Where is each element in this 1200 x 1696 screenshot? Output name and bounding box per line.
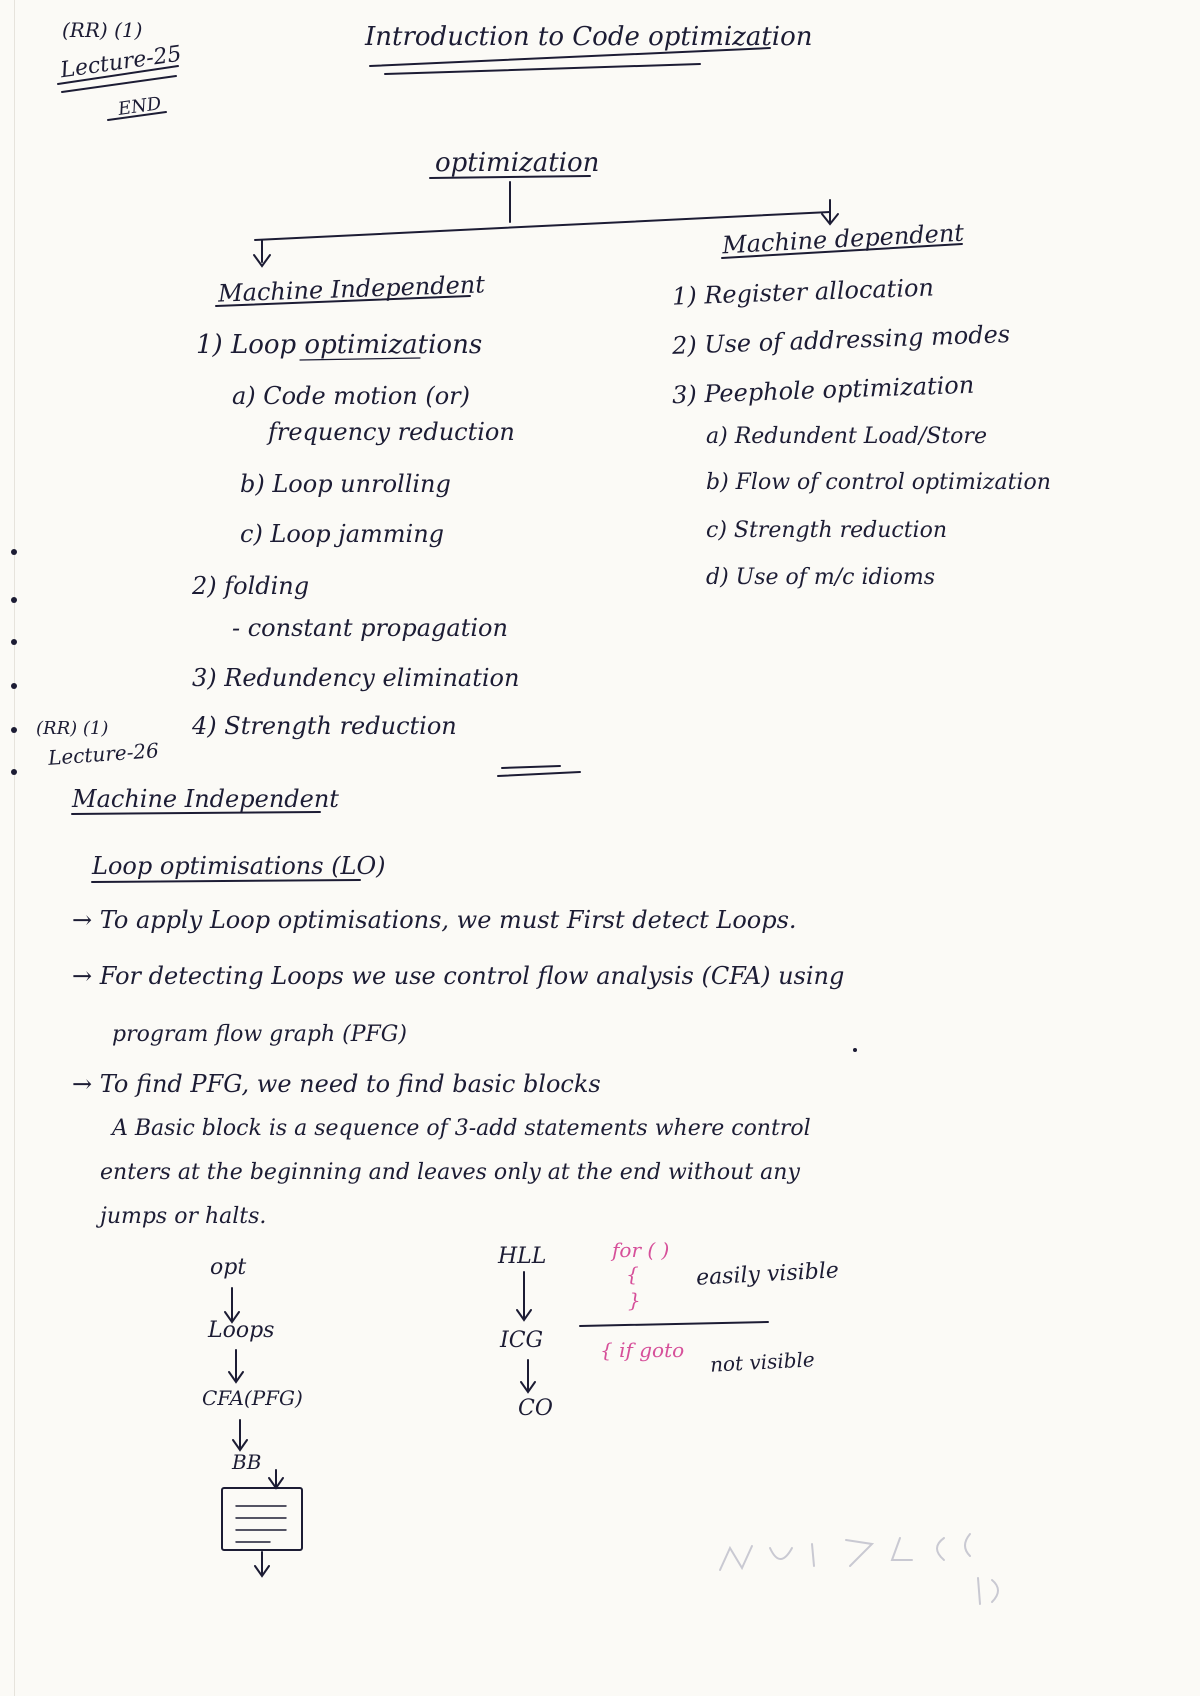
left-item-1a: a) Code motion (or) bbox=[232, 382, 471, 410]
left-item-4: 4) Strength reduction bbox=[192, 712, 457, 740]
if-goto-note: { if goto bbox=[600, 1338, 685, 1362]
right-item-3c: c) Strength reduction bbox=[706, 518, 948, 543]
flow-left-1: opt bbox=[210, 1255, 247, 1280]
para-line-5: A Basic block is a sequence of 3-add statements where control bbox=[112, 1116, 811, 1141]
flow-right-3: CO bbox=[518, 1396, 553, 1421]
for-note: for ( ) bbox=[612, 1238, 670, 1262]
corner-tag-mid: (RR) (1) bbox=[36, 718, 109, 739]
para-line-1: → To apply Loop optimisations, we must First detect Loops. bbox=[72, 906, 797, 934]
para-line-6: enters at the beginning and leaves only at the end without any bbox=[100, 1160, 800, 1185]
right-item-2: 2) Use of addressing modes bbox=[671, 320, 1011, 360]
right-heading: Machine dependent bbox=[721, 218, 965, 260]
right-item-3: 3) Peephole optimization bbox=[671, 370, 975, 410]
tree-root: optimization bbox=[435, 148, 600, 178]
para-line-3: program flow graph (PFG) bbox=[112, 1022, 407, 1047]
right-item-3d: d) Use of m/c idioms bbox=[706, 565, 936, 590]
right-item-3a: a) Redundent Load/Store bbox=[706, 424, 987, 449]
para-line-2: → For detecting Loops we use control flow analysis (CFA) using bbox=[72, 962, 845, 990]
right-item-1: 1) Register allocation bbox=[671, 273, 935, 311]
section-heading: Machine Independent bbox=[72, 785, 339, 813]
flow-right-2: ICG bbox=[500, 1328, 544, 1353]
end-label: END bbox=[116, 93, 163, 120]
left-item-2: 2) folding bbox=[192, 572, 310, 600]
subheading: Loop optimisations (LO) bbox=[92, 852, 386, 880]
flow-left-2: Loops bbox=[208, 1318, 275, 1343]
brace-close: } bbox=[628, 1288, 641, 1312]
right-item-3b: b) Flow of control optimization bbox=[706, 470, 1051, 495]
page-title: Introduction to Code optimization bbox=[365, 22, 813, 52]
not-visible-label: not visible bbox=[709, 1347, 816, 1377]
flow-left-4: BB bbox=[232, 1450, 262, 1474]
corner-tag-top: (RR) (1) bbox=[62, 18, 143, 42]
flow-right-1: HLL bbox=[498, 1244, 547, 1269]
left-heading: Machine Independent bbox=[217, 270, 486, 308]
flow-left-3: CFA(PFG) bbox=[202, 1386, 303, 1410]
para-line-7: jumps or halts. bbox=[100, 1204, 267, 1229]
left-item-1b: b) Loop unrolling bbox=[240, 470, 451, 498]
left-item-1c: c) Loop jamming bbox=[240, 520, 445, 548]
left-item-3: 3) Redundency elimination bbox=[192, 664, 520, 692]
para-line-4: → To find PFG, we need to find basic blocks bbox=[72, 1070, 601, 1098]
brace-open: { bbox=[626, 1262, 639, 1286]
left-item-1a-cont: frequency reduction bbox=[268, 418, 515, 446]
easily-visible-label: easily visible bbox=[695, 1258, 840, 1291]
lecture-25-label: Lecture-25 bbox=[58, 41, 184, 84]
lecture-26-label: Lecture-26 bbox=[47, 738, 160, 770]
left-item-1: 1) Loop optimizations bbox=[196, 330, 483, 360]
left-item-2-sub: - constant propagation bbox=[232, 614, 508, 642]
